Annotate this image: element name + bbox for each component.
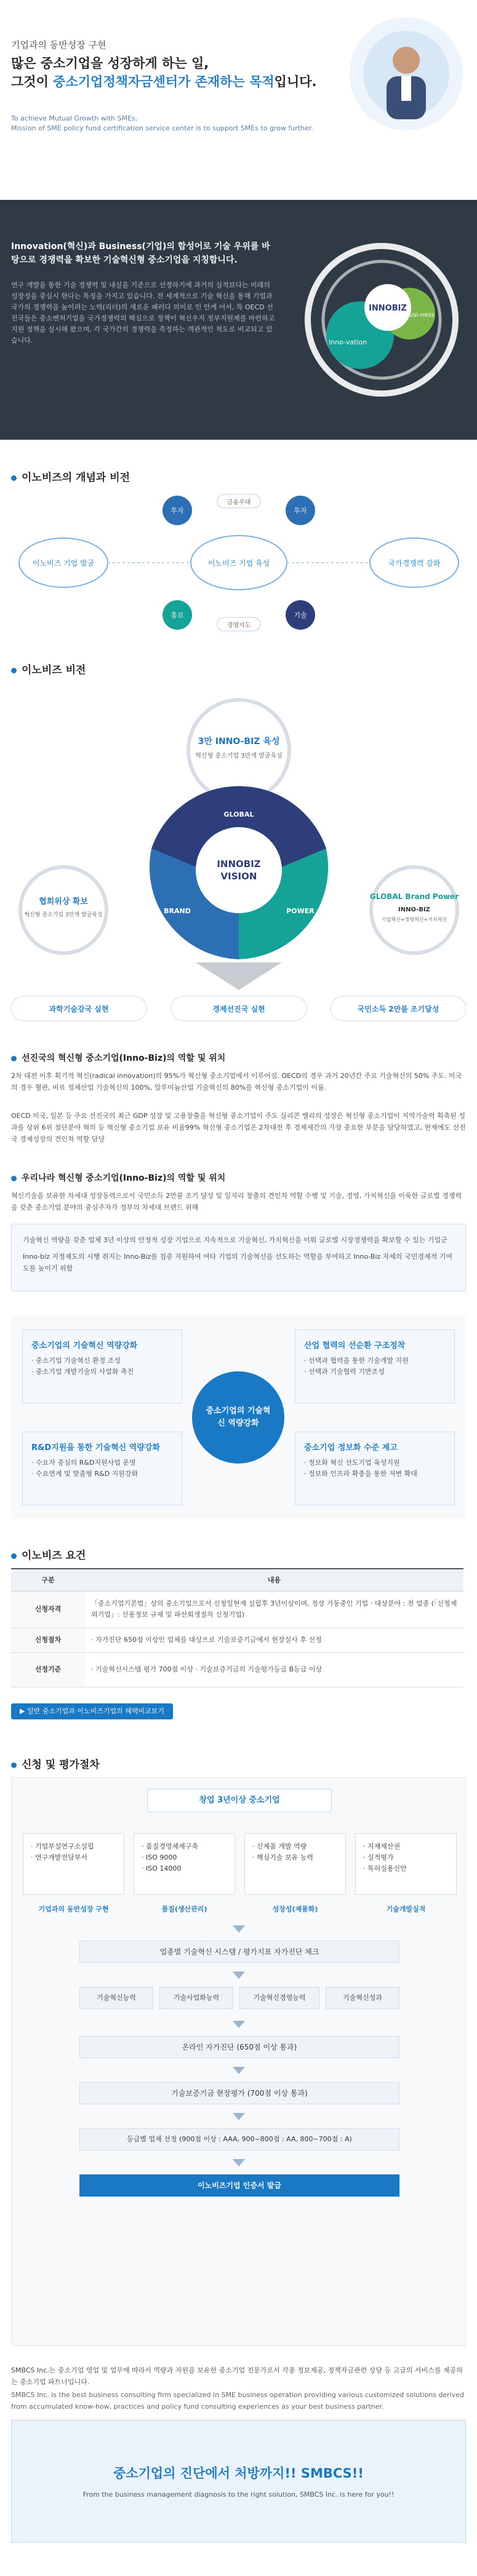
role-box-top-right [295,1330,455,1403]
roles-diagram [11,1316,466,1519]
down-arrow-icon [233,1972,245,1979]
table-row [11,1591,463,1628]
process-label-1: 기업과의 동반성장 구현 [38,1905,109,1913]
advanced-p1: 2차 대전 이후 획기적 혁신(radical innovation)의 95%가 혁신형 중소기업에서 이루어짐. OECD의 경우 과거 20년간 주요 기술혁신의 50% 주도. 미국의 경우 혈관, 비료 정체산업 기술혁신의 100%, 알루미늄산업 기술혁신의 80%를 혁신형 중소기업이 이룸. [11,1072,462,1092]
down-arrow-icon [233,1925,245,1933]
vision-right-sub1: INNO-BIZ [398,906,430,913]
closing-en: SMBCS Inc. is the best business consulting firm specialized in SME business operation providing various customized solutions derived from accumulated know-how, practices and policy fund consulting experiences as your best business partner. [11,2391,465,2411]
role-bl-2: · 수요연계 및 맞춤형 R&D 지원강화 [31,1470,138,1478]
vision-seg-power: POWER [286,907,315,915]
process-step-2 [79,1987,399,2009]
advanced-title-text: 선진국의 혁신형 중소기업(Inno-Biz)의 역할 및 위치 [22,1053,226,1063]
hero-english-1: To achieve Mutual Growth with SMEs, [11,114,138,122]
concept-node-tech: 기술 [294,611,307,619]
footer-title: 중소기업의 진단에서 처방까지!! SMBCS!! [113,2466,364,2481]
concept-node-market: 홍보 [170,611,184,619]
down-arrow-icon [233,2021,245,2028]
role-bl-1: · 수요자 중심의 R&D지원사업 운영 [31,1459,136,1467]
concept-node-fund: 투자 [294,507,307,515]
vision-goal-1: 과학기술강국 실현 [49,1005,109,1013]
process-top: 창업 3년이상 중소기업 [147,1789,332,1812]
concept-diagram [11,486,466,640]
vision-diagram [11,683,466,1027]
req-col-2: 내용 [85,1569,463,1591]
vision-left-title: 협회위상 확보 [39,897,88,906]
req-value: · 기술혁신시스템 평가 700점 이상 · 기술보증기금의 기술평가등급 B등급 이상 [85,1652,463,1687]
role-tl-1: · 중소기업 기술혁신 환경 조성 [31,1357,121,1365]
req-key: 신청자격 [11,1591,85,1628]
process-step-1: 업종별 기술혁신 시스템 / 평가지표 자가진단 체크 [79,1941,399,1963]
process-c1-1: · 기업부설연구소설립 [31,1842,94,1850]
process-step-5: 등급별 업체 선정 (900점 이상 : AAA, 900~800점 : AA, 800~700점 : A) [79,2128,399,2150]
innobiz-diagram [289,215,474,424]
role-box-bottom-right [295,1432,455,1505]
innovation-label: Inno-vation [328,338,367,346]
down-arrow-icon [233,2113,245,2120]
concept-center: 이노비즈 기업 육성 [207,559,270,568]
role-box-top-left [22,1330,182,1403]
vision-center-1: INNOBIZ [217,858,261,870]
advanced-p2: OECD 미국, 일본 등 주요 선진국의 최근 GDP 성장 및 고용창출을 혁신형 중소기업이 주도 실리콘 밸리의 성장은 혁신형 중소기업이 지역가술력 획축된 성과를 상위 6위 첨단분야 혁의 등 혁신형 중소기업 보유 비율99% 혁신형 중소기업은 2차대전 후 경제세간의 가장 중요한 부분을 담당하였고, 현재에도 선진국 경제성장의 견인차 역할 담당 [11,1112,466,1143]
arrow-right-icon: ▶ [20,1707,27,1715]
req-key: 신청절차 [11,1628,85,1652]
hero-illustration [345,12,468,135]
process-step-2c: 기술혁신경영능력 [239,1987,319,2009]
section-bullet-icon [11,1176,17,1181]
vision-title [11,661,86,676]
req-value: 「중소기업기본법」상의 중소기업으로서 신청일현재 설립후 3년이상이며, 정상 가동중인 기업 · 대상분야 : 전 업종 (「신청제외기업」: 신용정보 규제 및 파산회생절차 신청기업) [85,1591,463,1628]
vision-goal-2: 경제선진국 실현 [212,1005,265,1013]
section-bullet-icon [11,1056,17,1061]
process-c4-2: · 실적평가 [363,1853,394,1861]
intro-body: 연구 개발을 통한 기술 경쟁력 및 내실을 기준으로 선정하기에 과거의 실적보다는 미래의 성장성을 중심시 한다는 특징을 가지고 있습니다. 전 세계적으로 기술 혁신을 통해 기업과 국가의 경쟁력을 높이려는 노력(리더)의 새로운 패러다 의미로 인 안게 어서, 특 OECD 선진국들은 중소벤처기업을 국가경쟁력의 핵심으로 정책이 혁신우지 정부지원제를 마련하고 지원 정책을 실시해 왔으며, 각 국가간의 경쟁력을 측정하는 객관적인 척도로 비교되고 있습니다. [11,281,275,344]
down-arrow-icon [233,2067,245,2074]
process-c2-3: · ISO 14000 [142,1865,182,1873]
business-label: Busi-ness [405,312,435,319]
process-c2-1: · 품질경영체제구축 [142,1842,199,1850]
footer-sub: From the business management diagnosis to the right solution, SMBCS Inc. is here for you!! [82,2491,395,2499]
process-label-4: 기술개발실적 [386,1905,426,1913]
vision-left-sub: 혁신형 중소기업 3만개 발굴육성 [24,912,103,918]
intro-title: Innovation(혁신)과 Business(기업)의 합성어로 기술 우위를 바탕으로 경쟁력을 확보한 기술혁신형 중소기업을 지칭합니다. [11,242,270,265]
process-card-3 [244,1833,346,1895]
requirements-table [11,1568,463,1687]
korea-bullet-2: Inno-biz 지정제도의 시행 취지는 Inno-Biz를 집중 지원하여 여타 기업의 기술혁신을 선도하는 역할을 부여하고 Inno-Biz 자체의 국민경제적 기여도를 높이기 위함 [23,1253,453,1272]
hero [0,0,477,154]
down-arrow-icon [233,2159,245,2166]
process-c3-1: · 신제품 개발 역량 [252,1842,307,1850]
role-br-2: · 정보화 인프라 확충을 통한 저변 확대 [304,1470,417,1478]
vision-center-2: VISION [220,871,257,882]
hero-english [11,114,356,133]
concept-node-invest: 투자 [170,507,184,515]
vision-seg-global: GLOBAL [223,810,254,818]
process-step-2a: 기술혁신능력 [79,1987,153,2009]
hero-english-2: Mission of SME policy fund certification service center is to support SMEs to grow further. [11,124,313,132]
hero-headline [11,54,317,91]
role-box-bottom-left [22,1432,182,1505]
korea-title [11,1171,225,1184]
process-label-2: 품질(생산관리) [161,1905,207,1913]
vision-top-title: 3만 INNO-BIZ 육성 [198,737,280,747]
role-tr-2: · 선택과 기술협력 기반조성 [304,1368,385,1376]
process-step-2b: 기술사업화능력 [159,1987,233,2009]
process-label-3: 성장성(제품화) [272,1905,318,1913]
role-br-title: 중소기업 정보화 수준 제고 [304,1443,398,1452]
section-bullet-icon [11,668,17,673]
hero-tagline: 기업과의 동반성장 구현 [11,39,106,50]
concept-top-label: 금융우대 [226,499,251,506]
vision-top-sub: 혁신형 중소기업 3만개 발굴육성 [195,753,283,759]
role-tr-1: · 선택과 협력을 통한 기술개발 지원 [304,1357,409,1365]
section-bullet-icon [11,1762,17,1768]
requirements-title-text: 이노비즈 요건 [22,1550,86,1562]
roles-center-circle: 중소기업의 기술혁신 역량강화 [192,1371,284,1464]
korea-p1: 혁신기술을 보유한 차세대 성장동력으로서 국민소득 2만불 조기 달성 및 일자리 창출의 견인차 역할 수행 및 기술, 경영, 가치혁신을 이룩한 글로벌 경쟁력을 갖춘 중소기업 분야의 중심주자가 정부의 차세대 브랜드 위해 [11,1192,462,1211]
process-step-6: 이노비즈기업 인증서 발급 [79,2174,399,2197]
vision-seg-brand: BRAND [164,907,191,915]
section-bullet-icon [11,475,17,481]
process-c4-3: · 특허실용신안 [363,1865,407,1873]
hero-headline-2c: 입니다. [274,74,317,89]
table-row [11,1628,463,1652]
process-title [11,1756,100,1771]
role-tr-title: 산업 협력의 선순환 구조정착 [304,1341,406,1350]
process-c2-2: · ISO 9000 [142,1853,177,1861]
hero-headline-2a: 그것이 [11,74,54,89]
process-panel [11,1777,466,2346]
role-br-1: · 정보화 혁신 선도기업 육성지원 [304,1459,400,1467]
req-key: 선정기준 [11,1652,85,1687]
hero-headline-accent: 중소기업정책자금센터가 존재하는 목적 [53,74,275,89]
footer-banner [11,2420,466,2543]
korea-bullet-box [11,1224,466,1291]
req-col-1: 구분 [11,1569,85,1591]
vision-title-text: 이노비즈 비전 [22,664,86,676]
process-card-4 [355,1833,457,1895]
concept-bottom-label: 경영지도 [226,622,251,629]
process-card-2 [134,1833,235,1895]
process-card-1 [23,1833,124,1895]
process-title-text: 신청 및 평가절차 [22,1759,100,1771]
korea-bullet-1: 기술혁신 역량을 갖춘 업체 3년 이상의 안정적 성장 기업으로 지속적으로 기술혁신, 가치혁신을 이뤄 글로벌 시장경쟁력을 확보할 수 있는 기업군 [23,1236,447,1244]
vision-goal-3: 국민소득 2만불 조기달성 [357,1005,439,1013]
process-step-3: 온라인 자가진단 (650점 이상 통과) [79,2036,399,2058]
benefit-compare-label: 일반 중소기업과 이노비즈기업의 혜택비교보기 [26,1707,164,1715]
korea-title-text: 우리나라 혁신형 중소기업(Inno-Biz)의 역할 및 위치 [22,1173,226,1183]
process-c3-2: · 핵심기술 보유 능력 [252,1853,313,1861]
process-c4-1: · 지재재산권 [363,1842,401,1850]
concept-title-text: 이노비즈의 개념과 비전 [22,472,130,484]
role-bl-title: R&D지원을 통한 기술혁신 역량강화 [31,1443,160,1452]
req-value: · 자가진단 650점 이상인 업체를 대상으로 기술보증기금에서 현장실사 후 선정 [85,1628,463,1652]
section-bullet-icon [11,1553,17,1559]
innobiz-label: INNOBIZ [369,304,407,313]
requirements-title [11,1547,86,1562]
hero-headline-line2 [11,73,317,91]
process-c1-2: · 연구개발전담부서 [31,1853,88,1861]
concept-right: 국가경쟁력 강화 [388,559,441,568]
role-tl-title: 중소기업의 기술혁신 역량강화 [31,1341,138,1350]
advanced-title [11,1052,225,1064]
concept-title [11,469,130,484]
process-step-2d: 기술혁신성과 [326,1987,399,2009]
role-tl-2: · 중소기업 개발기술의 사업화 촉진 [31,1368,134,1376]
process-step-4: 기술보증기금 현장평가 (700점 이상 통과) [79,2082,399,2104]
hero-headline-line1: 많은 중소기업을 성장하게 하는 일, [11,56,209,71]
vision-right-sub2: 기업혁신+경영혁신+가치혁신 [381,917,447,922]
benefit-compare-button[interactable] [11,1703,173,1719]
concept-left: 이노비즈 기업 발굴 [32,559,95,568]
vision-right-title: GLOBAL Brand Power [369,892,459,901]
table-row [11,1652,463,1687]
closing-kr: SMBCS Inc.는 중소기업 영업 및 업무에 따라서 역량과 자원을 보유한 중소기업 전문가로서 각종 정보제공, 정책자금관련 상담 등 고급의 서비스를 제공하는 중소기업 파트너입니다. [11,2366,463,2386]
